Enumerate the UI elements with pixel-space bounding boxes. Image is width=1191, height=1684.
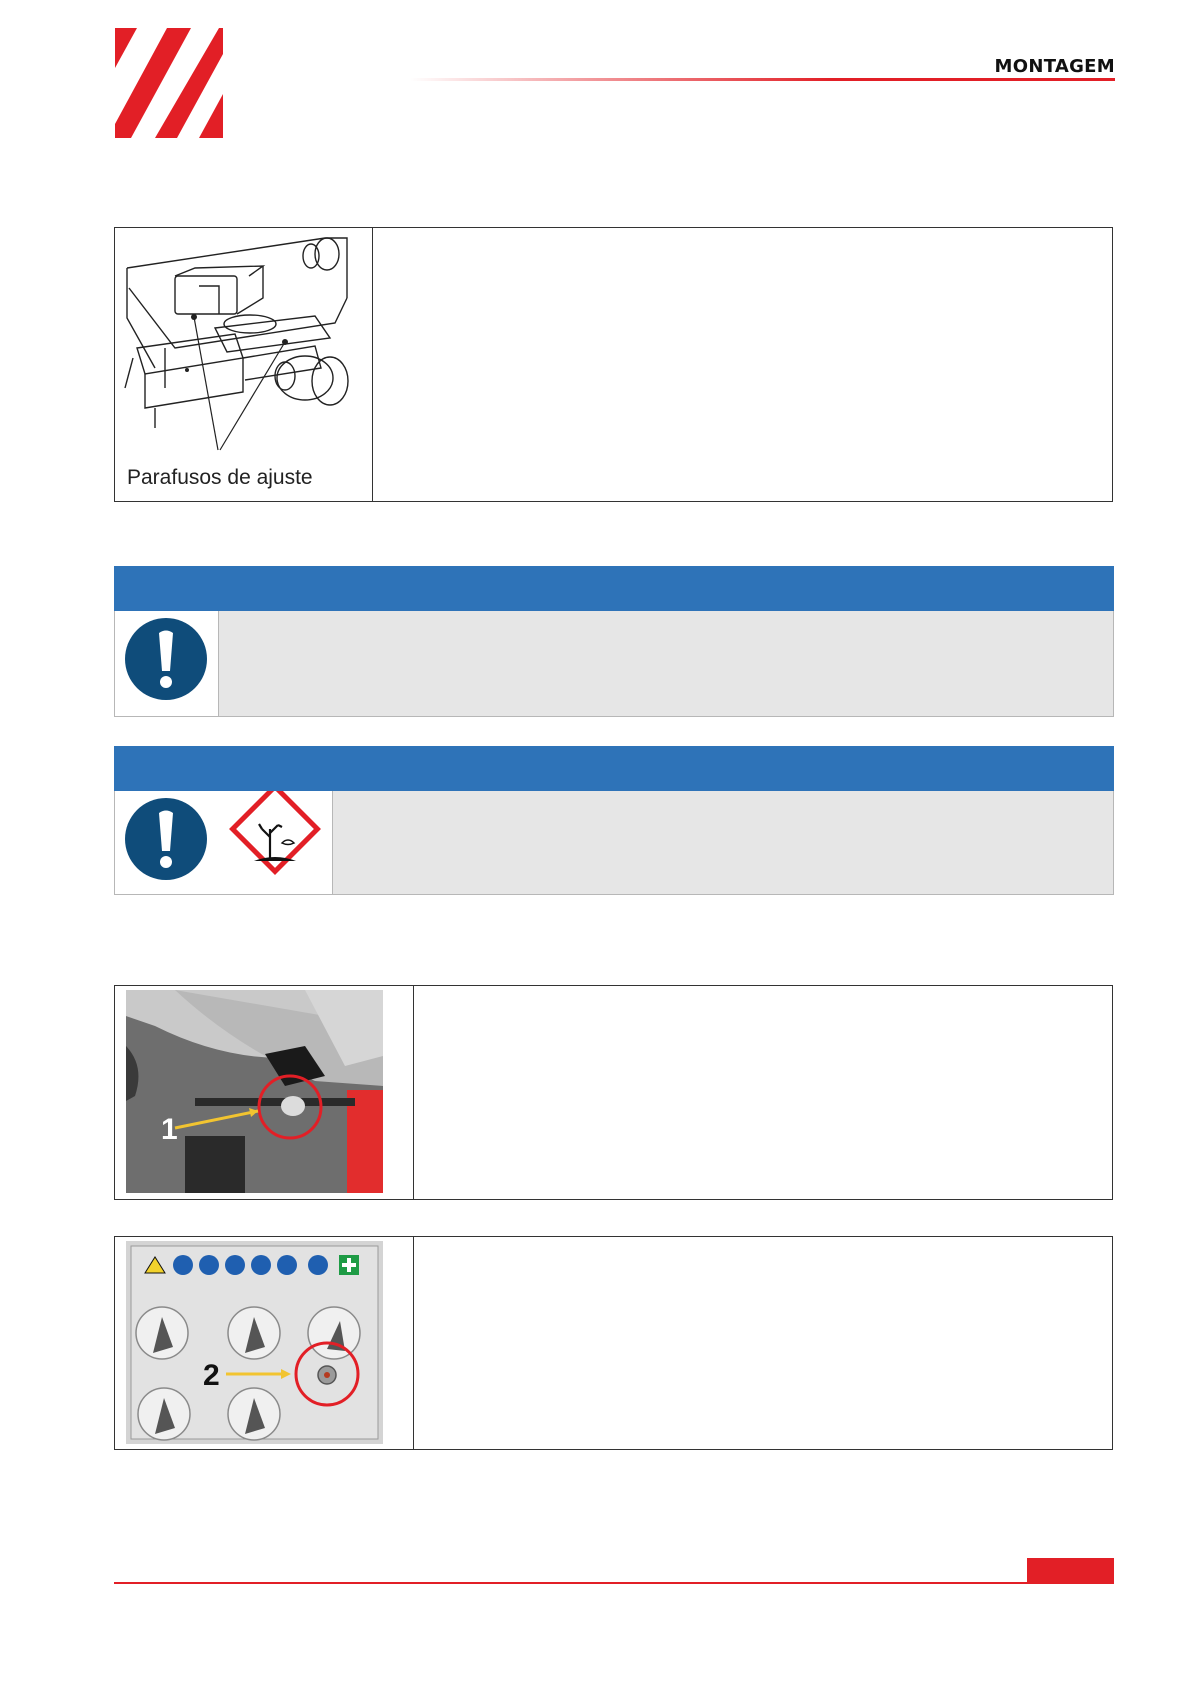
header-rule [410,78,1115,81]
callout-number-2: 2 [203,1359,220,1392]
icon-cell [115,611,219,716]
brand-logo [115,28,223,138]
control-panel-photo [115,1237,412,1449]
notice-box-mandatory [114,566,1114,717]
adjustment-screws-drawing [115,228,371,501]
exclamation-mandatory-icon [115,611,218,716]
machine-photo-1 [115,986,412,1199]
figure-row-photo-1 [114,985,1113,1200]
figure-row-photo-2 [114,1236,1113,1450]
ghs-environment-hazard-icon [218,791,332,894]
figure-row-adjustment-screws [114,227,1113,502]
notice-body [114,611,1114,717]
notice-header-bar [114,566,1114,611]
icon-cell [115,791,219,894]
callout-number-1: 1 [161,1113,178,1146]
notice-box-environment [114,746,1114,895]
page-number-tab [1027,1558,1114,1584]
figure-caption: Parafusos de ajuste [127,466,313,489]
icon-cell [218,791,333,894]
notice-header-bar [114,746,1114,791]
figure-cell [115,1237,414,1449]
exclamation-mandatory-icon [115,791,218,894]
notice-body [114,791,1114,895]
section-title: MONTAGEM [994,56,1115,77]
figure-cell [115,986,414,1199]
figure-cell [115,228,373,501]
footer-rule [114,1582,1114,1584]
